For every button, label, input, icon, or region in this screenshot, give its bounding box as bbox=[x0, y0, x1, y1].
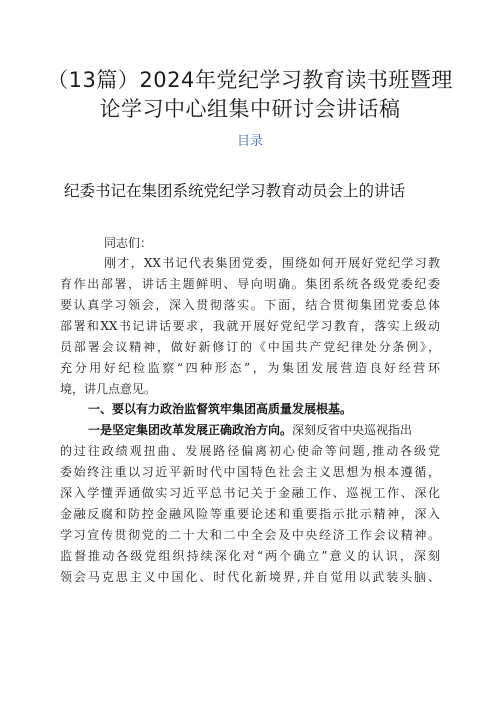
paragraph-1-line: 员部署会议精神，做好新修订的《中国共产党纪律处分条例》， bbox=[60, 340, 440, 354]
paragraph-1-line: 境，讲几点意见。 bbox=[60, 382, 157, 396]
paragraph-1-line: 部署和XX书记讲话要求，我就开展好党纪学习教育，落实上级动 bbox=[60, 319, 440, 333]
salutation: 同志们： bbox=[104, 236, 153, 250]
heading-1: 一、要以有力政治监督筑牢集团高质量发展根基。 bbox=[88, 402, 353, 416]
paragraph-2-line: 委始终注重以习近平新时代中国特色社会主义思想为根本遵循， bbox=[60, 465, 440, 479]
paragraph-2-line: 深入学懂弄通做实习近平总书记关于金融工作、巡视工作、深化 bbox=[60, 486, 440, 500]
subheading-1-line bbox=[88, 422, 440, 438]
paragraph-1-line: 育作出部署，讲话主题鲜明、导向明确。集团系统各级党委纪委 bbox=[60, 277, 440, 291]
paragraph-2-line: 监督推动各级党组织持续深化对“两个确立”意义的认识，深刻 bbox=[60, 549, 440, 563]
paragraph-1-line: 充分用好纪检监察“四种形态”，为集团发展营造良好经营环 bbox=[60, 361, 440, 375]
section-heading: 纪委书记在集团系统党纪学习教育动员会上的讲话 bbox=[64, 182, 406, 200]
paragraph-2-line: 金融反腐和防控金融风险等重要论述和重要指示批示精神，深入 bbox=[60, 507, 440, 521]
paragraph-1-line: 刚才，XX书记代表集团党委，围绕如何开展好党纪学习教 bbox=[104, 256, 440, 270]
paragraph-1-line: 要认真学习领会，深入贯彻落实。下面，结合贯彻集团党委总体 bbox=[60, 298, 440, 312]
paragraph-2-line: 领会马克思主义中国化、时代化新境界,并自觉用以武装头脑、 bbox=[60, 570, 440, 584]
subheading-1: 一是坚定集团改革发展正确政治方向。 bbox=[88, 423, 293, 437]
subheading-1-tail: 深刻反省中央巡视指出 bbox=[292, 423, 413, 437]
paragraph-2-line: 的过往政绩观扭曲、发展路径偏离初心使命等问题,推动各级党 bbox=[60, 444, 440, 458]
toc-link[interactable]: 目录 bbox=[236, 134, 263, 149]
paragraph-2-line: 学习宣传贯彻党的二十大和二中全会及中央经济工作会议精神。 bbox=[60, 528, 440, 542]
document-title-line-2: 论学习中心组集中研讨会讲话稿 bbox=[99, 97, 401, 121]
document-title-line-1: （13篇）2024年党纪学习教育读书班暨理 bbox=[47, 68, 453, 92]
